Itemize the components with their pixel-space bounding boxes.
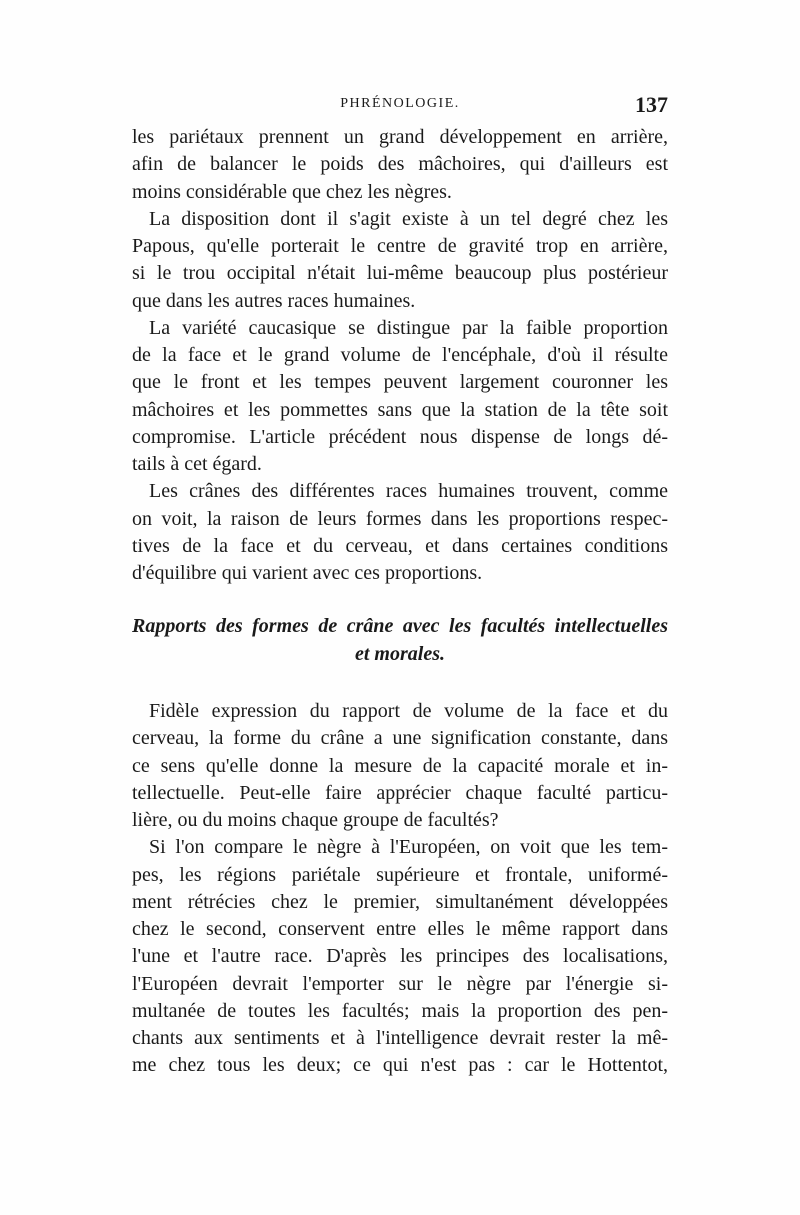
text-line: pes, les régions pariétale supérieure et frontale, uniformé- bbox=[132, 863, 668, 886]
text-line: l'une et l'autre race. D'après les principes des localisations, bbox=[132, 945, 668, 968]
text-line: Papous, qu'elle porterait le centre de gravité trop en arrière, bbox=[132, 235, 668, 257]
page-number: 137 bbox=[635, 92, 668, 117]
paragraph-block-2 bbox=[132, 698, 668, 1080]
text-line: tails à cet égard. bbox=[132, 453, 262, 475]
text-line: tives de la face et du cerveau, et dans certaines conditions bbox=[132, 534, 668, 557]
text-line: La disposition dont il s'agit existe à un tel degré chez les bbox=[149, 207, 668, 230]
text-line: chez le second, conservent entre elles le même rapport dans bbox=[132, 918, 668, 940]
text-line: multanée de toutes les facultés; mais la proportion des pen- bbox=[132, 999, 668, 1022]
text-line: ce sens qu'elle donne la mesure de la capacité morale et in- bbox=[132, 754, 668, 777]
text-line: Fidèle expression du rapport de volume de la face et du bbox=[149, 700, 668, 722]
text-line: moins considérable que chez les nègres. bbox=[132, 180, 452, 203]
text-line: Les crânes des différentes races humaines trouvent, comme bbox=[149, 480, 668, 503]
paragraph-block-1 bbox=[132, 124, 668, 587]
text-line: ment rétrécies chez le premier, simultanément développées bbox=[132, 890, 668, 913]
text-line: cerveau, la forme du crâne a une signification constante, dans bbox=[132, 727, 668, 750]
text-line: les pariétaux prennent un grand développement en arrière, bbox=[132, 126, 668, 148]
text-line: afin de balancer le poids des mâchoires, qui d'ailleurs est bbox=[132, 153, 668, 176]
text-line: tellectuelle. Peut-elle faire apprécier chaque faculté particu- bbox=[132, 781, 668, 804]
text-line: l'Européen devrait l'emporter sur le nègre par l'énergie si- bbox=[132, 972, 668, 995]
text-line: d'équilibre qui varient avec ces proportions. bbox=[132, 562, 483, 584]
running-head bbox=[132, 92, 668, 118]
text-line: si le trou occipital n'était lui-même beaucoup plus postérieur bbox=[132, 262, 668, 285]
text-line: mâchoires et les pommettes sans que la station de la tête soit bbox=[132, 398, 668, 421]
text-line: compromise. L'article précédent nous dispense de longs dé- bbox=[132, 425, 668, 448]
section-heading bbox=[132, 612, 668, 668]
text-line: La variété caucasique se distingue par la faible proportion bbox=[149, 316, 668, 339]
text-line: chants aux sentiments et à l'intelligence devrait rester la mê- bbox=[132, 1027, 668, 1049]
text-line: que dans les autres races humaines. bbox=[132, 289, 416, 312]
text-line: que le front et les tempes peuvent largement couronner les bbox=[132, 371, 668, 394]
text-line: Si l'on compare le nègre à l'Européen, on voit que les tem- bbox=[149, 836, 668, 859]
running-title: PHRÉNOLOGIE. bbox=[340, 96, 460, 111]
text-line: on voit, la raison de leurs formes dans les proportions respec- bbox=[132, 507, 668, 530]
text-line: lière, ou du moins chaque groupe de facultés? bbox=[132, 809, 499, 831]
text-line: me chez tous les deux; ce qui n'est pas : car le Hottentot, bbox=[132, 1054, 668, 1077]
section-heading-line-2: et morales. bbox=[355, 643, 445, 665]
text-line: de la face et le grand volume de l'encéphale, d'où il résulte bbox=[132, 344, 668, 366]
section-heading-line-1: Rapports des formes de crâne avec les facultés intellectuelles bbox=[132, 615, 668, 637]
